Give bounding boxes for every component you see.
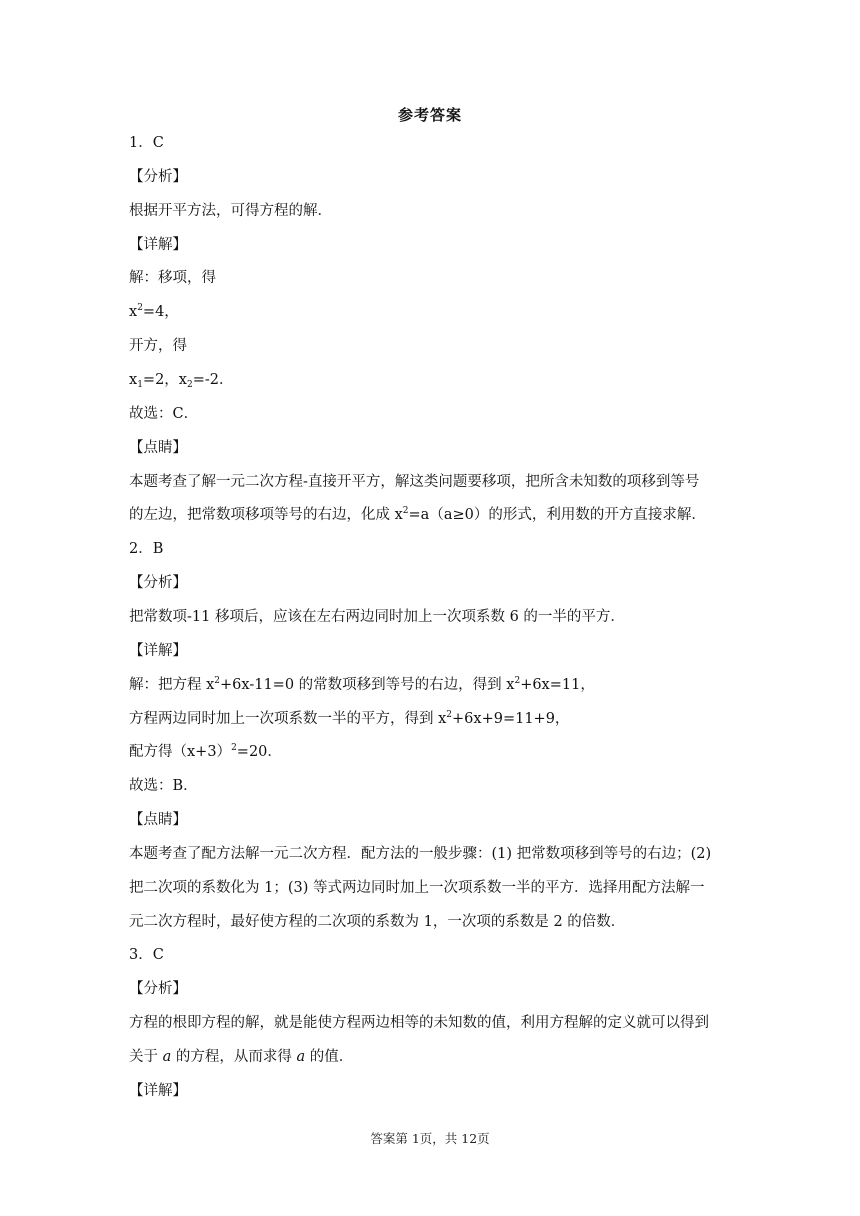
- q2-step1: [129, 675, 595, 695]
- page-footer: 答案第 1页，共 12页: [370, 1131, 490, 1146]
- q3-analysis-line2: [129, 1047, 353, 1067]
- q2-step1-exp1: 2: [214, 676, 221, 686]
- q2-step3: [129, 742, 282, 762]
- q2-step1-exp2: 2: [514, 676, 521, 686]
- q1-comment-heading: 【点睛】: [129, 440, 187, 456]
- q3-variable-a: a: [162, 1049, 172, 1065]
- q2-step1-a: 解：把方程 x: [129, 677, 215, 693]
- q3-analysis-line2-c: 的值．: [305, 1049, 354, 1065]
- q2-analysis-heading: 【分析】: [129, 575, 187, 591]
- q1-comment-line2: [129, 505, 706, 525]
- q1-step4-x1: x: [129, 372, 138, 388]
- q3-analysis-line2-b: 的方程，从而求得: [171, 1049, 297, 1065]
- q2-answer: 2．B: [129, 541, 164, 557]
- q3-analysis-heading: 【分析】: [129, 981, 187, 997]
- q1-comment-line2-a: 的左边，把常数项移项等号的右边，化成 x: [129, 507, 403, 523]
- q1-comment-line2-b: =a（a≥0）的形式，利用数的开方直接求解．: [408, 507, 706, 523]
- q2-step2-b: +6x+9=11+9，: [452, 711, 570, 727]
- q2-step2: [129, 709, 569, 729]
- q3-answer: 3．C: [129, 947, 164, 963]
- q2-step3-b: =20．: [236, 744, 282, 760]
- q1-step2-exp: 2: [137, 303, 143, 313]
- q3-detail-heading: 【详解】: [129, 1083, 187, 1099]
- q1-step1: 解：移项，得: [129, 270, 216, 286]
- q3-analysis-line1: 方程的根即方程的解，就是能使方程两边相等的未知数的值，利用方程解的定义就可以得到: [129, 1015, 709, 1031]
- q2-step1-b: +6x-11=0 的常数项移到等号的右边，得到 x: [220, 677, 515, 693]
- q2-comment-line2: 把二次项的系数化为 1；(3) 等式两边同时加上一次项系数一半的平方．选择用配方法解一: [129, 880, 705, 896]
- q1-detail-heading: 【详解】: [129, 237, 187, 253]
- q2-analysis: 把常数项-11 移项后，应该在左右两边同时加上一次项系数 6 的一半的平方．: [129, 609, 625, 625]
- q1-step2-rest: =4，: [142, 304, 179, 320]
- q2-comment-line3: 元二次方程时，最好使方程的二次项的系数为 1，一次项的系数是 2 的倍数．: [129, 914, 626, 930]
- q1-comment-line2-exp: 2: [402, 506, 409, 516]
- q2-detail-heading: 【详解】: [129, 643, 187, 659]
- q1-step4-v2: =-2．: [192, 372, 234, 388]
- q2-step1-c: +6x=11，: [520, 677, 595, 693]
- q1-conclusion: 故选：C．: [129, 406, 199, 422]
- q1-step4: [129, 370, 234, 390]
- q1-analysis-heading: 【分析】: [129, 169, 187, 185]
- q1-step4-v1: =2，x: [142, 372, 187, 388]
- q1-step4-s2: 2: [186, 380, 193, 390]
- page-title: 参考答案: [397, 106, 462, 124]
- q2-comment-heading: 【点睛】: [129, 812, 187, 828]
- q1-comment-line1: 本题考查了解一元二次方程-直接开平方，解这类问题要移项，把所含未知数的项移到等号: [129, 474, 700, 490]
- q2-conclusion: 故选：B．: [129, 778, 198, 794]
- q1-answer: 1．C: [129, 135, 164, 151]
- q1-step2-x: x: [129, 304, 138, 320]
- q2-step3-exp: 2: [231, 743, 237, 753]
- q2-comment-line1: 本题考查了配方法解一元二次方程．配方法的一般步骤：(1) 把常数项移到等号的右边；(2): [129, 846, 712, 862]
- q3-variable-a-2: a: [296, 1049, 306, 1065]
- q2-step2-a: 方程两边同时加上一次项系数一半的平方，得到 x: [129, 711, 447, 727]
- q2-step2-exp: 2: [446, 710, 453, 720]
- q3-analysis-line2-a: 关于: [129, 1049, 163, 1065]
- q1-analysis: 根据开平方法，可得方程的解．: [129, 203, 332, 219]
- q1-step4-s1: 1: [137, 380, 143, 390]
- q1-step3: 开方，得: [129, 338, 187, 354]
- q2-step3-a: 配方得（x+3）: [129, 744, 232, 760]
- q1-step2: [129, 302, 179, 322]
